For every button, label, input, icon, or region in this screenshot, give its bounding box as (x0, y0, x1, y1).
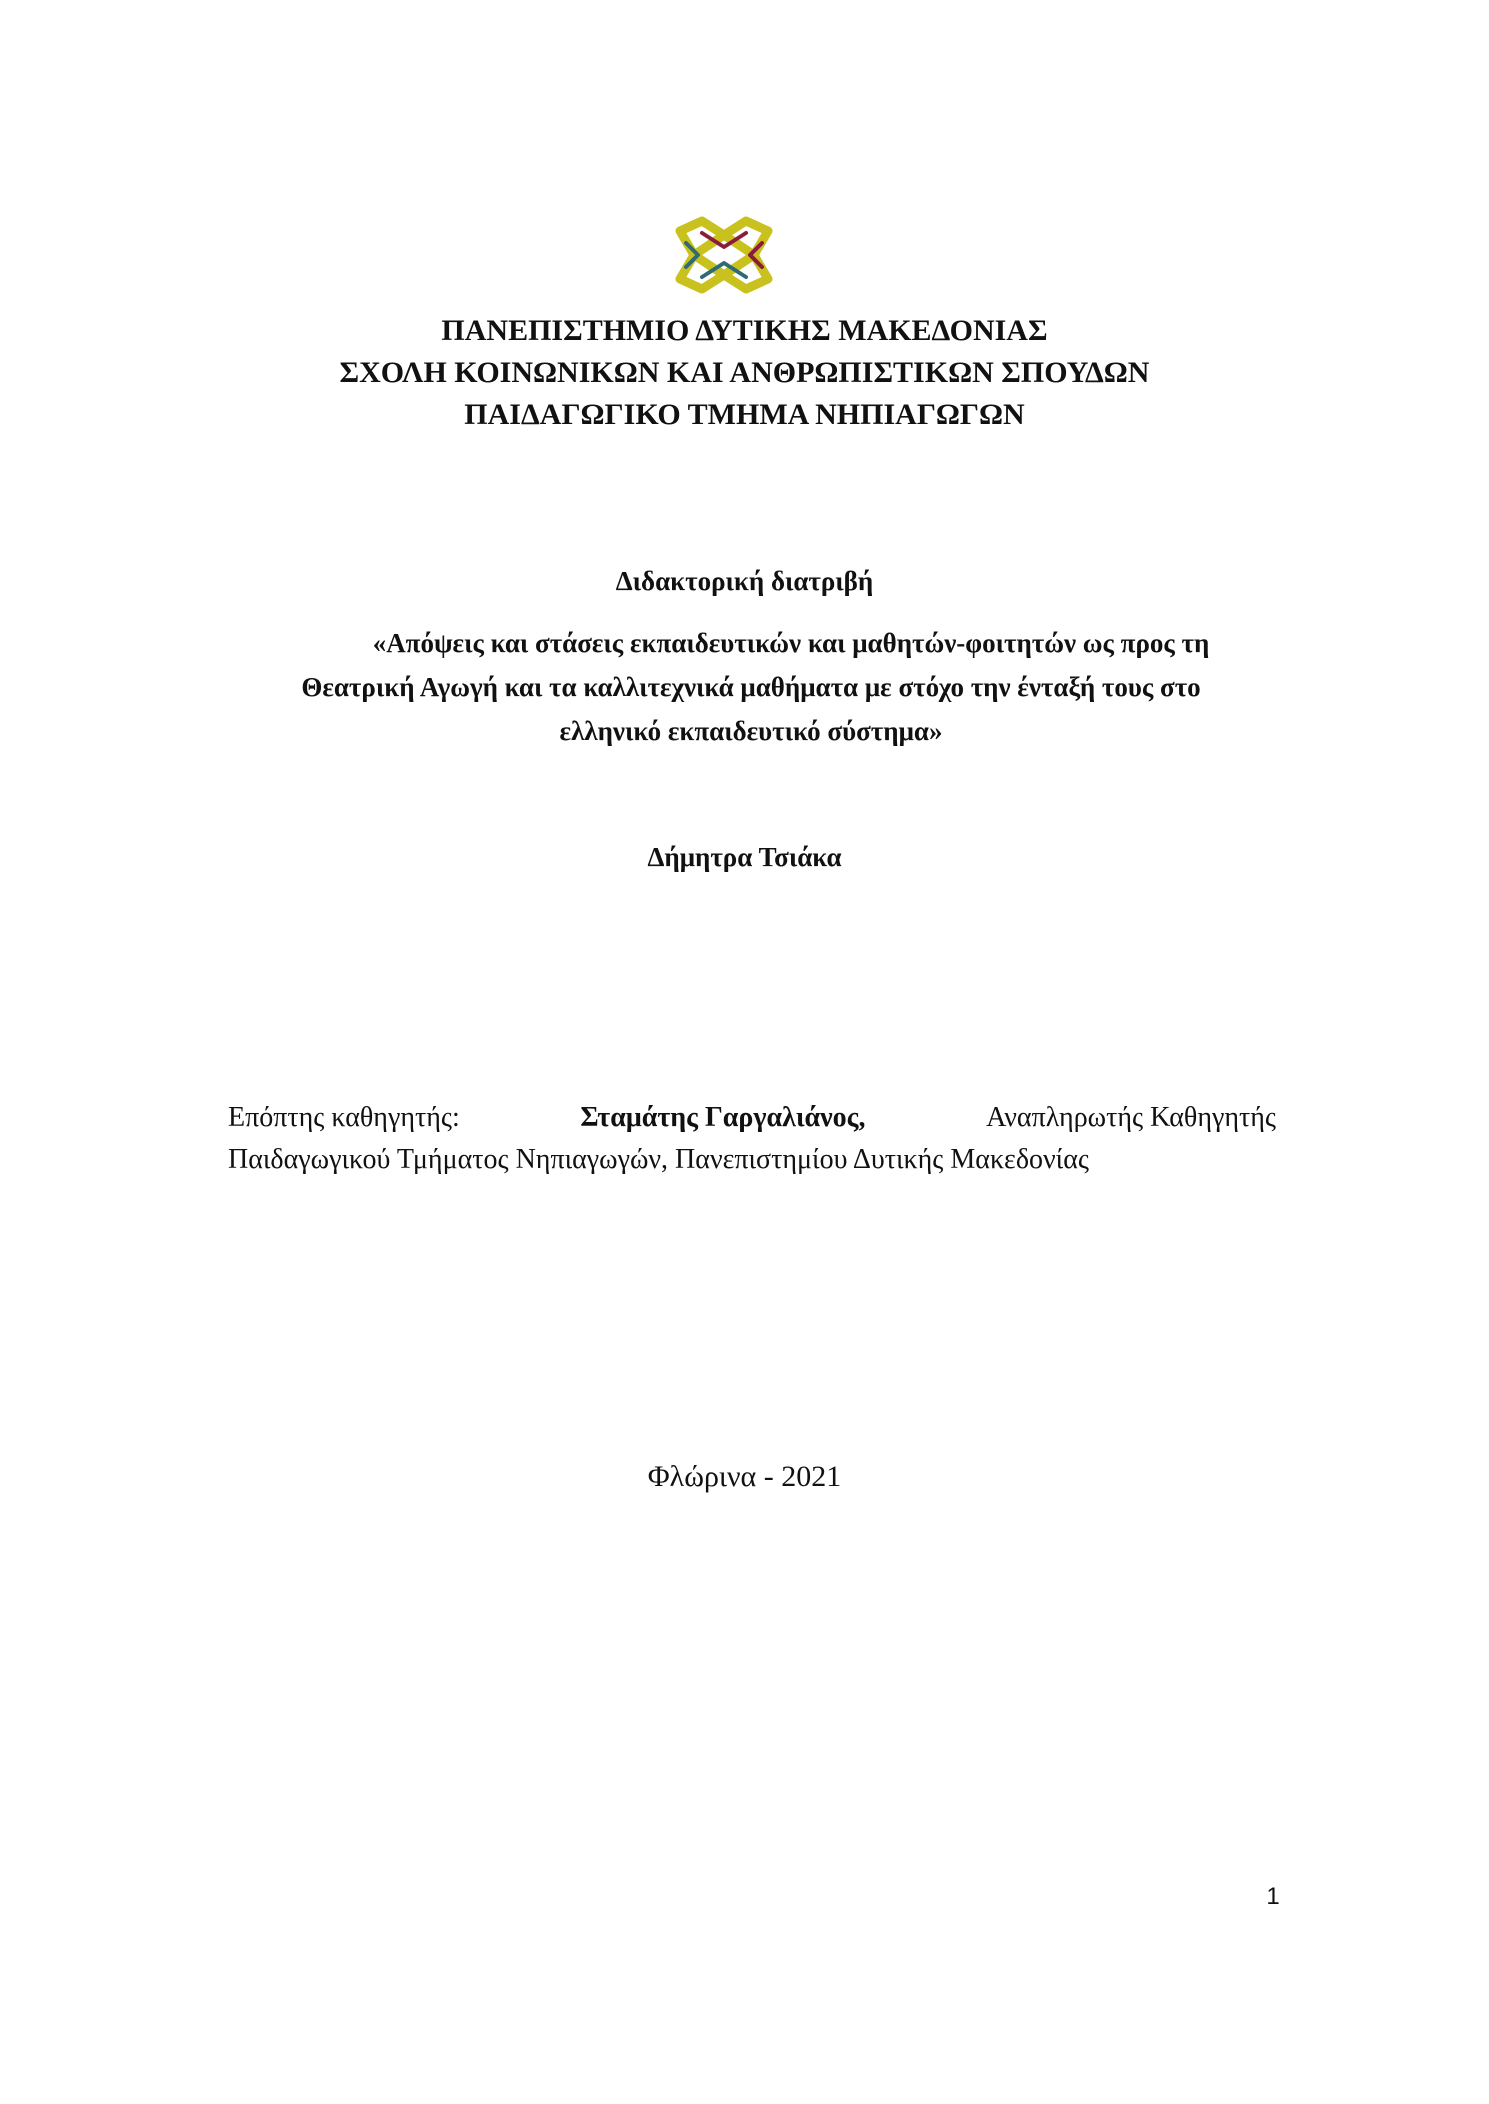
thesis-title-line: ελληνικό εκπαιδευτικό σύστημα» (559, 716, 943, 746)
university-name: ΠΑΝΕΠΙΣΤΗΜΙΟ ΔΥΤΙΚΗΣ ΜΑΚΕΔΟΝΙΑΣ (441, 314, 1048, 347)
supervisor-name: Σταμάτης Γαργαλιάνος, (580, 1102, 866, 1133)
school-name: ΣΧΟΛΗ ΚΟΙΝΩΝΙΚΩΝ ΚΑΙ ΑΝΘΡΩΠΙΣΤΙΚΩΝ ΣΠΟΥΔΩΝ (339, 356, 1150, 389)
page-number: 1 (1266, 1883, 1280, 1910)
document-type: Διδακτορική διατριβή (615, 566, 874, 596)
supervisor-affiliation: Παιδαγωγικού Τμήματος Νηπιαγωγών, Πανεπιστημίου Δυτικής Μακεδονίας (228, 1144, 1089, 1175)
author-name: Δήμητρα Τσιάκα (647, 842, 842, 872)
place-year: Φλώρινα - 2021 (647, 1460, 842, 1493)
thesis-title-line: «Απόψεις και στάσεις εκπαιδευτικών και μαθητών-φοιτητών ως προς τη (372, 628, 1210, 658)
university-logo-icon (672, 213, 776, 297)
department-name: ΠΑΙΔΑΓΩΓΙΚΟ ΤΜΗΜΑ ΝΗΠΙΑΓΩΓΩΝ (464, 398, 1025, 431)
supervisor-label: Επόπτης καθηγητής: (228, 1102, 460, 1133)
institution-header (0, 310, 1489, 436)
supervisor-block (228, 1097, 1276, 1181)
thesis-title-line: Θεατρική Αγωγή και τα καλλιτεχνικά μαθήματα με στόχο την ένταξή τους στο (301, 672, 1201, 702)
supervisor-role: Αναπληρωτής Καθηγητής (986, 1102, 1276, 1133)
thesis-title (236, 621, 1266, 753)
